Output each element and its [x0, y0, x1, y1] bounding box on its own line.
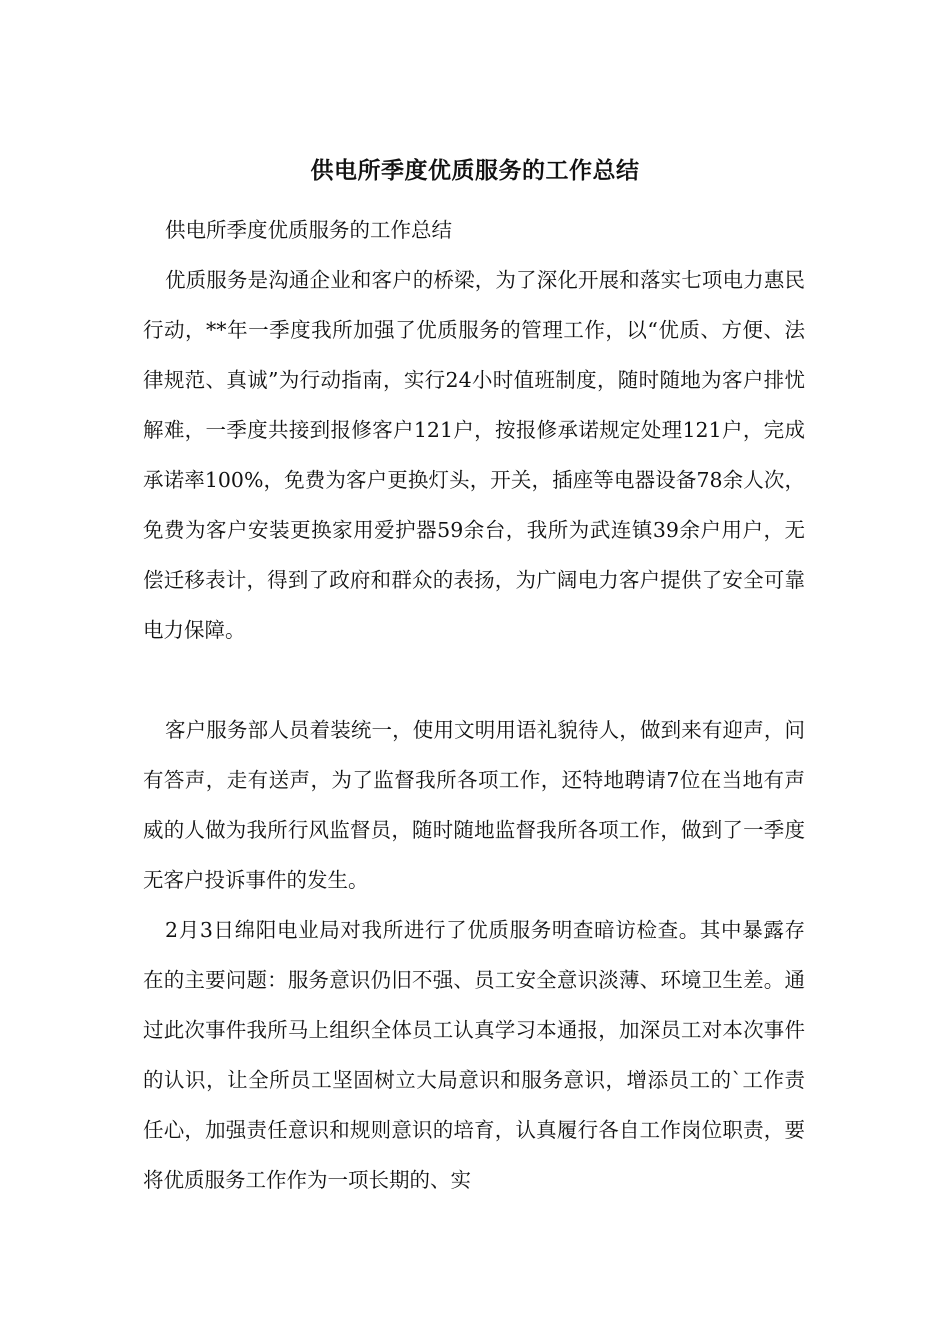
document-subtitle: 供电所季度优质服务的工作总结 — [165, 218, 452, 242]
document-body — [143, 205, 805, 1205]
paragraph-inspection: 2月3日绵阳电业局对我所进行了优质服务明查暗访检查。其中暴露存在的主要问题：服务意识仍旧不强、员工安全意识淡薄、环境卫生差。通过此次事件我所马上组织全体员工认真学习本通报，加深员工对本次事件的认识，让全所员工坚固树立大局意识和服务意识，增添员工的`工作责任心，加强责任意识和规则意识的培育，认真履行各自工作岗位职责，要将优质服务工作作为一项长期的、实 — [143, 918, 805, 1192]
paragraph-service-summary: 优质服务是沟通企业和客户的桥梁，为了深化开展和落实七项电力惠民行动，**年一季度我所加强了优质服务的管理工作，以“优质、方便、法律规范、真诚”为行动指南，实行24小时值班制度，随时随地为客户排忧解难，一季度共接到报修客户121户，按报修承诺规定处理121户，完成承诺率100%，免费为客户更换灯头，开关，插座等电器设备78余人次，免费为客户安装更换家用爱护器59余台，我所为武连镇39余户用户，无偿迁移表计，得到了政府和群众的表扬，为广阔电力客户提供了安全可靠电力保障。 — [143, 268, 805, 642]
paragraph-spacer — [143, 655, 805, 705]
document-title: 供电所季度优质服务的工作总结 — [310, 157, 640, 184]
paragraph-customer-service: 客户服务部人员着装统一，使用文明用语礼貌待人，做到来有迎声，问有答声，走有送声，为了监督我所各项工作，还特地聘请7位在当地有声威的人做为我所行风监督员，随时随地监督我所各项工作，做到了一季度无客户投诉事件的发生。 — [143, 718, 805, 892]
